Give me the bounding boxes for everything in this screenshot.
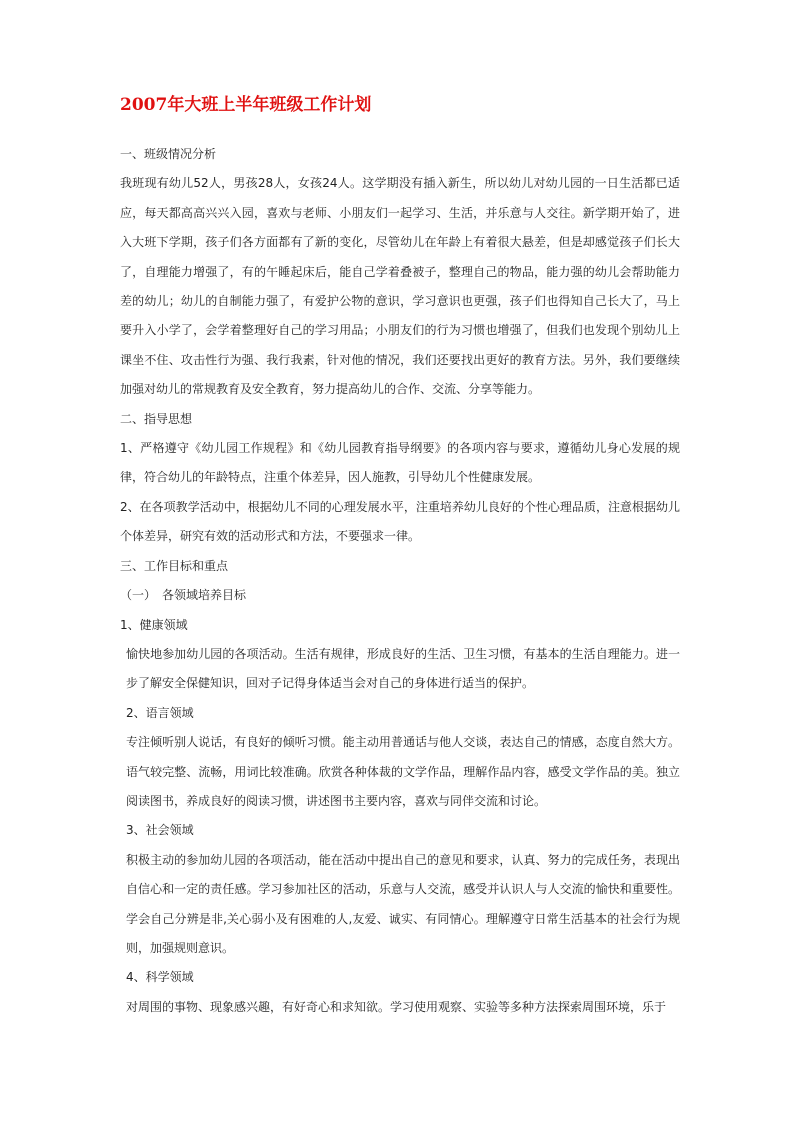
domain-heading-social: 3、社会领域 [126,823,194,838]
domain-heading-science: 4、科学领域 [126,970,194,985]
paragraph-language: 专注倾听别人说话，有良好的倾听习惯。能主动用普通话与他人交谈，表达自己的情感，态度自然大方。语气较完整、流畅，用词比较准确。欣赏各种体裁的文学作品，理解作品内容，感受文学作品的美。独立阅读图书，养成良好的阅读习惯，讲述图书主要内容，喜欢与同伴交流和讨论。 [126,735,680,808]
domain-heading-health: 1、健康领域 [120,617,188,632]
paragraph-guiding-1: 1、严格遵守《幼儿园工作规程》和《幼儿园教育指导纲要》的各项内容与要求，遵循幼儿身心发展的规律，符合幼儿的年龄特点，注重个体差异，因人施教，引导幼儿个性健康发展。 [120,441,680,485]
subheading-domain-goals: （一） 各领域培养目标 [120,588,247,603]
paragraph-social: 积极主动的参加幼儿园的各项活动，能在活动中提出自己的意见和要求，认真、努力的完成任务，表现出自信心和一定的责任感。学习参加社区的活动，乐意与人交流，感受并认识人与人交流的愉快和重要性。学会自己分辨是非,关心弱小及有困难的人,友爱、诚实、有同情心。理解遵守日常生活基本的社会行为规则，加强规则意识。 [126,852,680,955]
document-title: 2007年大班上半年班级工作计划 [120,95,372,115]
paragraph-class-analysis: 我班现有幼儿52人，男孩28人，女孩24人。这学期没有插入新生，所以幼儿对幼儿园的一日生活都已适应，每天都高高兴兴入园，喜欢与老师、小朋友们一起学习、生活，并乐意与人交往。新学期开始了，进入大班下学期，孩子们各方面都有了新的变化，尽管幼儿在年龄上有着很大悬差，但是却感觉孩子们长大了，自理能力增强了，有的午睡起床后，能自己学着叠被子，整理自己的物品，能力强的幼儿会帮助能力差的幼儿；幼儿的自制能力强了，有爱护公物的意识，学习意识也更强，孩子们也得知自己长大了，马上要升入小学了，会学着整理好自己的学习用品；小朋友们的行为习惯也增强了，但我们也发现个别幼儿上课坐不住、攻击性行为强、我行我素，针对他的情况，我们还要找出更好的教育方法。另外，我们要继续加强对幼儿的常规教育及安全教育，努力提高幼儿的合作、交流、分享等能力。 [120,176,680,397]
paragraph-guiding-2: 2、在各项教学活动中，根据幼儿不同的心理发展水平，注重培养幼儿良好的个性心理品质，注意根据幼儿个体差异，研究有效的活动形式和方法，不要强求一律。 [120,499,680,544]
section-heading-guiding: 二、指导思想 [120,411,193,426]
domain-heading-language: 2、语言领域 [126,705,194,720]
section-heading-goals: 三、工作目标和重点 [120,558,229,573]
section-heading-analysis: 一、班级情况分析 [120,147,217,161]
paragraph-health: 愉快地参加幼儿园的各项活动。生活有规律，形成良好的生活、卫生习惯，有基本的生活自理能力。进一步了解安全保健知识，回对子记得身体适当会对自己的身体进行适当的保护。 [126,646,680,691]
paragraph-science: 对周围的事物、现象感兴趣，有好奇心和求知欲。学习使用观察、实验等多种方法探索周围环境，乐于 [126,999,667,1014]
document-body [120,140,680,1022]
